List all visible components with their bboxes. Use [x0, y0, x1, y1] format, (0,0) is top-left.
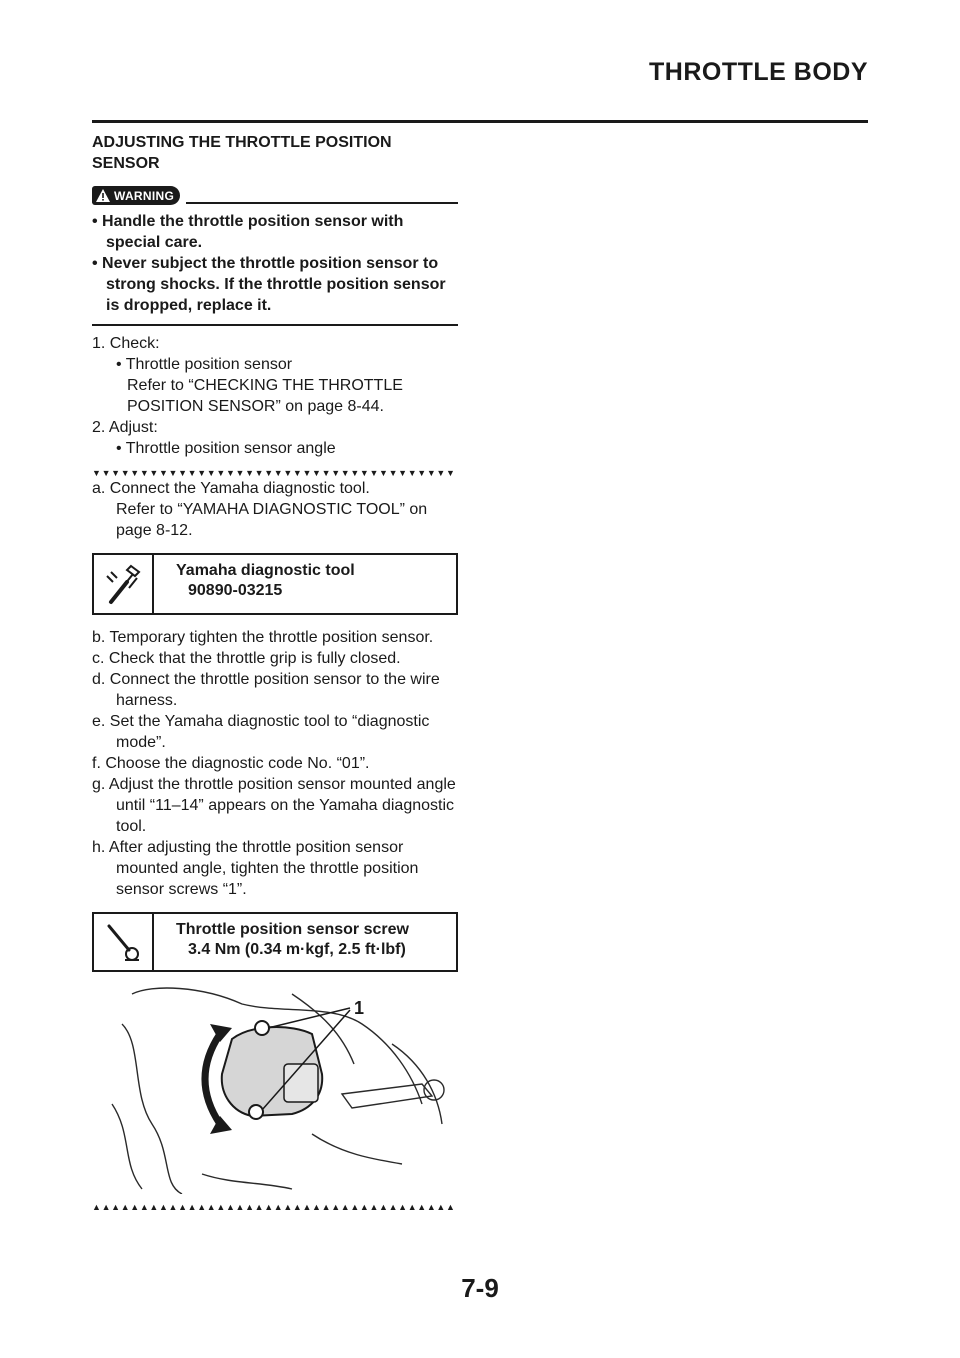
warning-item: • Never subject the throttle position sensor to strong shocks. If the throttle position sensor is dropped, replace it.: [92, 255, 446, 314]
substep-item: a. Connect the Yamaha diagnostic tool.: [92, 480, 370, 497]
procedure-end-marker: ▲▲▲▲▲▲▲▲▲▲▲▲▲▲▲▲▲▲▲▲▲▲▲▲▲▲▲▲▲▲▲▲▲▲▲▲▲▲: [92, 1202, 456, 1212]
torque-wrench-icon: [94, 914, 154, 970]
header-rule: [92, 120, 868, 123]
torque-spec-value: 3.4 Nm (0.34 m·kgf, 2.5 ft·lbf): [188, 941, 406, 958]
warning-header: [92, 183, 458, 205]
substep-item: e. Set the Yamaha diagnostic tool to “diagnostic mode”.: [92, 713, 430, 751]
warning-rule: [186, 202, 458, 204]
page-header-title: THROTTLE BODY: [649, 58, 868, 86]
tool-spec-text: [154, 555, 355, 613]
step-adjust-detail: [92, 438, 458, 459]
substep-item: g. Adjust the throttle position sensor mounted angle until “11–14” appears on the Yamaha diagnostic tool.: [92, 776, 456, 835]
warning-badge: [92, 186, 180, 205]
step-check-reference: Refer to “CHECKING THE THROTTLE POSITION SENSOR” on page 8-44.: [127, 377, 403, 415]
procedure-start-marker: ▼▼▼▼▼▼▼▼▼▼▼▼▼▼▼▼▼▼▼▼▼▼▼▼▼▼▼▼▼▼▼▼▼▼▼▼▼▼: [92, 468, 456, 478]
torque-spec-box: [92, 912, 458, 972]
throttle-sensor-photo: [92, 984, 458, 1194]
step-check-detail: [92, 354, 458, 417]
substep-item: d. Connect the throttle position sensor to the wire harness.: [92, 671, 440, 709]
main-column: [92, 132, 458, 1212]
tool-spec-value: 90890-03215: [188, 582, 283, 599]
warning-label: WARNING: [114, 188, 175, 203]
torque-spec-text: [154, 914, 409, 970]
torque-spec-name: Throttle position sensor screw: [176, 921, 409, 938]
tool-spec-name: Yamaha diagnostic tool: [176, 562, 355, 579]
special-tool-icon: [94, 555, 154, 613]
substep-item: b. Temporary tighten the throttle position sensor.: [92, 629, 434, 646]
warning-item: • Handle the throttle position sensor with special care.: [92, 213, 404, 251]
warning-end-rule: [92, 324, 458, 326]
substeps-b: [92, 627, 458, 900]
substeps-a: [92, 478, 458, 541]
section-title: ADJUSTING THE THROTTLE POSITION SENSOR: [92, 134, 392, 172]
step-adjust-bullet: • Throttle position sensor angle: [116, 440, 336, 457]
step-check-bullet: • Throttle position sensor: [116, 356, 293, 373]
tool-spec-box: [92, 553, 458, 615]
figure-callout-1: 1: [354, 998, 365, 1018]
warning-triangle-icon: [96, 189, 110, 202]
substep-item: f. Choose the diagnostic code No. “01”.: [92, 755, 370, 772]
procedure-steps: [92, 333, 458, 459]
substep-item: h. After adjusting the throttle position sensor mounted angle, tighten the throttle position sensor screws “1”.: [92, 839, 419, 898]
page-number: 7-9: [461, 1273, 499, 1303]
substep-item: c. Check that the throttle grip is fully closed.: [92, 650, 401, 667]
substep-reference: Refer to “YAMAHA DIAGNOSTIC TOOL” on page 8-12.: [116, 501, 428, 539]
step-check-label: 1. Check:: [92, 335, 160, 352]
warning-list: [92, 211, 458, 316]
step-adjust-label: 2. Adjust:: [92, 419, 158, 436]
